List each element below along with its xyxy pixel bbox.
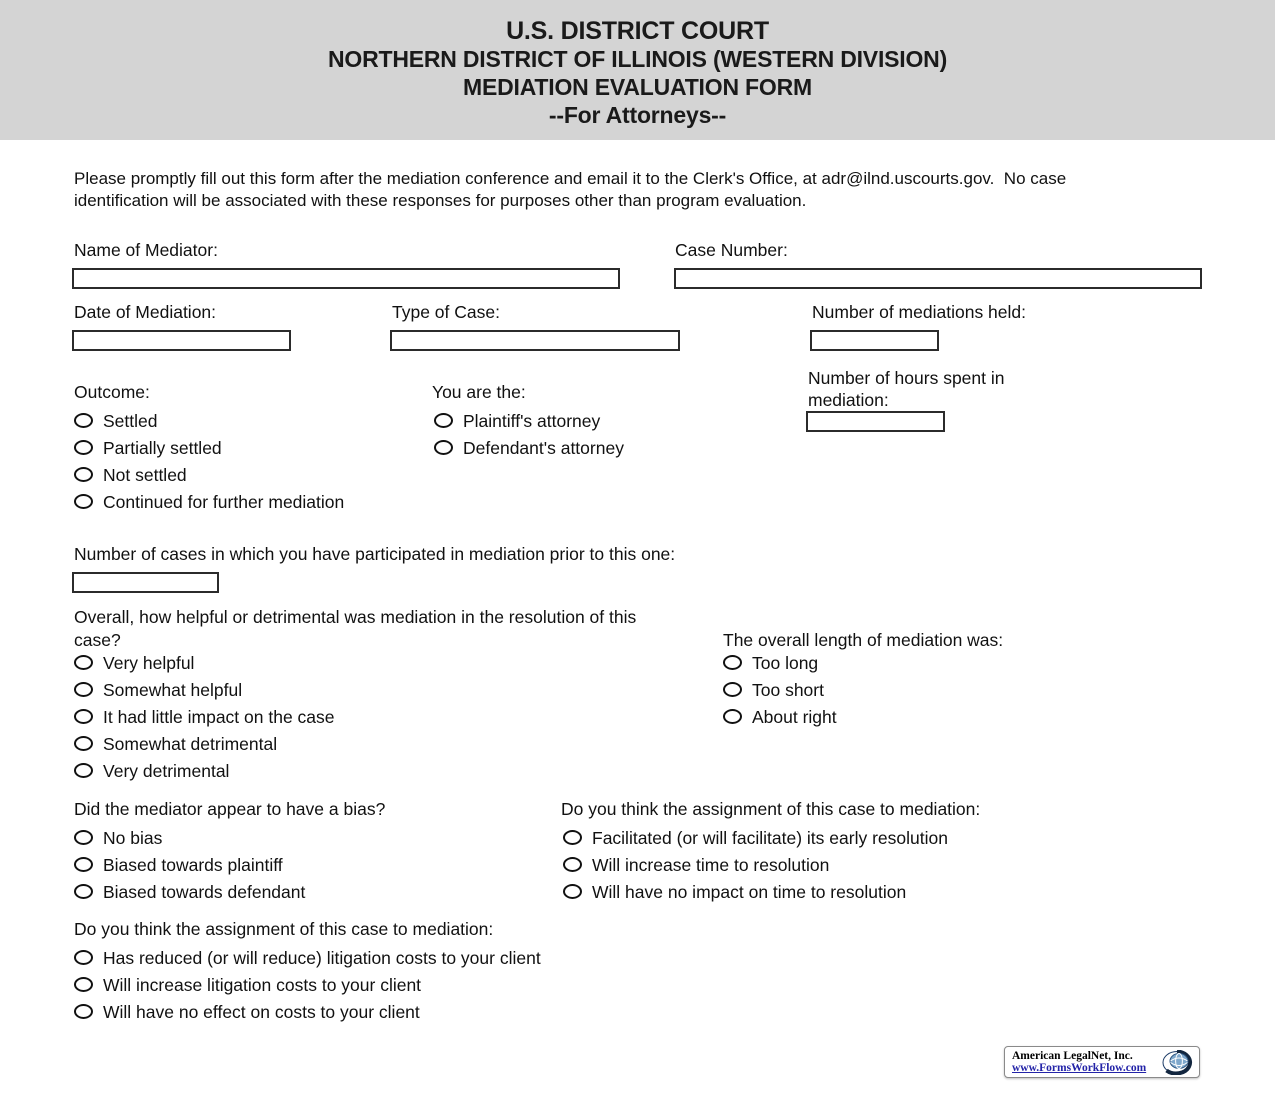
helpfulness-option-somewhat-helpful[interactable] <box>74 679 634 701</box>
prior-cases-input[interactable] <box>72 572 219 593</box>
length-option-too-long[interactable] <box>723 652 1143 674</box>
mediations-held-input[interactable] <box>810 330 939 351</box>
you-are-the-label: You are the: <box>432 382 526 402</box>
helpfulness-option-very-detrimental[interactable] <box>74 760 634 782</box>
length-option-about-right[interactable] <box>723 706 1143 728</box>
assignment-costs-option-label: Has reduced (or will reduce) litigation costs to your client <box>103 948 541 968</box>
helpfulness-option-little-impact[interactable] <box>74 706 634 728</box>
outcome-option-label: Continued for further mediation <box>103 492 345 512</box>
helpfulness-option-somewhat-detrimental[interactable] <box>74 733 634 755</box>
assignment-time-option-label: Facilitated (or will facilitate) its early resolution <box>592 828 948 848</box>
radio-icon[interactable] <box>74 763 93 778</box>
assignment-time-option-facilitated[interactable] <box>563 827 1183 849</box>
type-of-case-input[interactable] <box>390 330 680 351</box>
length-label: The overall length of mediation was: <box>723 630 1004 650</box>
radio-icon[interactable] <box>74 709 93 724</box>
bias-label: Did the mediator appear to have a bias? <box>74 799 386 819</box>
outcome-option-partially-settled[interactable] <box>74 437 374 459</box>
bias-options <box>74 827 574 908</box>
outcome-option-not-settled[interactable] <box>74 464 374 486</box>
outcome-option-label: Not settled <box>103 465 187 485</box>
radio-icon[interactable] <box>74 413 93 428</box>
length-option-label: Too short <box>752 680 824 700</box>
you-are-the-option-defendant[interactable] <box>434 437 714 459</box>
american-legalnet-badge[interactable] <box>1004 1046 1200 1078</box>
mediator-name-input[interactable] <box>72 268 620 289</box>
form-body <box>0 140 1275 1100</box>
helpfulness-option-very-helpful[interactable] <box>74 652 634 674</box>
radio-icon[interactable] <box>74 830 93 845</box>
bias-option-label: Biased towards plaintiff <box>103 855 283 875</box>
outcome-options <box>74 410 374 518</box>
length-option-too-short[interactable] <box>723 679 1143 701</box>
type-of-case-label: Type of Case: <box>392 302 500 322</box>
length-option-label: Too long <box>752 653 819 673</box>
assignment-time-options <box>563 827 1183 908</box>
bias-option-label: Biased towards defendant <box>103 882 306 902</box>
radio-icon[interactable] <box>74 682 93 697</box>
radio-icon[interactable] <box>74 884 93 899</box>
assignment-time-option-increase-time[interactable] <box>563 854 1183 876</box>
bias-option-towards-defendant[interactable] <box>74 881 574 903</box>
bias-option-label: No bias <box>103 828 163 848</box>
header-line-district: NORTHERN DISTRICT OF ILLINOIS (WESTERN DIVISION) <box>327 46 948 72</box>
radio-icon[interactable] <box>563 830 582 845</box>
intro-paragraph: Please promptly fill out this form after the mediation conference and email it to the Clerk's Office, at adr@ilnd.uscourts.gov. No case identification will be associated with these responses for purposes other than program evaluation. <box>74 169 1071 210</box>
helpfulness-option-label: Somewhat detrimental <box>103 734 278 754</box>
you-are-the-options <box>434 410 714 464</box>
radio-icon[interactable] <box>74 950 93 965</box>
radio-icon[interactable] <box>434 440 453 455</box>
you-are-the-option-plaintiff[interactable] <box>434 410 714 432</box>
bias-option-no-bias[interactable] <box>74 827 574 849</box>
radio-icon[interactable] <box>74 1004 93 1019</box>
hours-spent-label: Number of hours spent in mediation: <box>808 368 1005 410</box>
badge-website-link[interactable]: www.FormsWorkFlow.com <box>1012 1062 1147 1074</box>
badge-text-block <box>1005 1050 1160 1074</box>
assignment-costs-option-no-effect[interactable] <box>74 1001 754 1023</box>
helpfulness-options <box>74 652 634 787</box>
radio-icon[interactable] <box>74 655 93 670</box>
assignment-costs-option-reduced[interactable] <box>74 947 754 969</box>
outcome-option-continued[interactable] <box>74 491 374 513</box>
globe-swirl-icon <box>1160 1049 1194 1075</box>
helpfulness-option-label: Very detrimental <box>103 761 230 781</box>
radio-icon[interactable] <box>74 467 93 482</box>
mediations-held-label: Number of mediations held: <box>812 302 1026 322</box>
assignment-time-option-label: Will have no impact on time to resolution <box>592 882 907 902</box>
form-header <box>0 0 1275 140</box>
outcome-option-label: Settled <box>103 411 158 431</box>
assignment-time-option-label: Will increase time to resolution <box>592 855 830 875</box>
radio-icon[interactable] <box>723 682 742 697</box>
case-number-input[interactable] <box>674 268 1202 289</box>
header-line-court: U.S. DISTRICT COURT <box>506 17 769 45</box>
assignment-costs-option-label: Will increase litigation costs to your client <box>103 975 422 995</box>
bias-option-towards-plaintiff[interactable] <box>74 854 574 876</box>
header-line-audience: --For Attorneys-- <box>548 102 727 128</box>
radio-icon[interactable] <box>74 494 93 509</box>
helpfulness-option-label: Somewhat helpful <box>103 680 243 700</box>
you-are-the-option-label: Plaintiff's attorney <box>463 411 601 431</box>
assignment-time-option-no-impact[interactable] <box>563 881 1183 903</box>
radio-icon[interactable] <box>74 857 93 872</box>
header-line-form-title: MEDIATION EVALUATION FORM <box>463 74 812 100</box>
assignment-costs-option-increase[interactable] <box>74 974 754 996</box>
assignment-time-label: Do you think the assignment of this case to mediation: <box>561 799 981 819</box>
outcome-option-label: Partially settled <box>103 438 222 458</box>
radio-icon[interactable] <box>723 655 742 670</box>
radio-icon[interactable] <box>723 709 742 724</box>
radio-icon[interactable] <box>74 736 93 751</box>
assignment-costs-option-label: Will have no effect on costs to your client <box>103 1002 420 1022</box>
helpfulness-label: Overall, how helpful or detrimental was mediation in the resolution of this case? <box>74 607 637 650</box>
length-options <box>723 652 1143 733</box>
assignment-costs-options <box>74 947 754 1028</box>
date-of-mediation-input[interactable] <box>72 330 291 351</box>
outcome-option-settled[interactable] <box>74 410 374 432</box>
assignment-costs-label: Do you think the assignment of this case to mediation: <box>74 919 494 939</box>
badge-company-name: American LegalNet, Inc. <box>1012 1049 1133 1062</box>
date-of-mediation-label: Date of Mediation: <box>74 302 217 322</box>
radio-icon[interactable] <box>563 857 582 872</box>
case-number-label: Case Number: <box>675 240 788 260</box>
you-are-the-option-label: Defendant's attorney <box>463 438 624 458</box>
hours-spent-input[interactable] <box>806 411 945 432</box>
outcome-label: Outcome: <box>74 382 150 402</box>
radio-icon[interactable] <box>434 413 453 428</box>
radio-icon[interactable] <box>74 977 93 992</box>
length-option-label: About right <box>752 707 837 727</box>
mediator-name-label: Name of Mediator: <box>74 240 218 260</box>
prior-cases-label: Number of cases in which you have participated in mediation prior to this one: <box>74 544 676 564</box>
radio-icon[interactable] <box>563 884 582 899</box>
helpfulness-option-label: Very helpful <box>103 653 195 673</box>
radio-icon[interactable] <box>74 440 93 455</box>
helpfulness-option-label: It had little impact on the case <box>103 707 335 727</box>
